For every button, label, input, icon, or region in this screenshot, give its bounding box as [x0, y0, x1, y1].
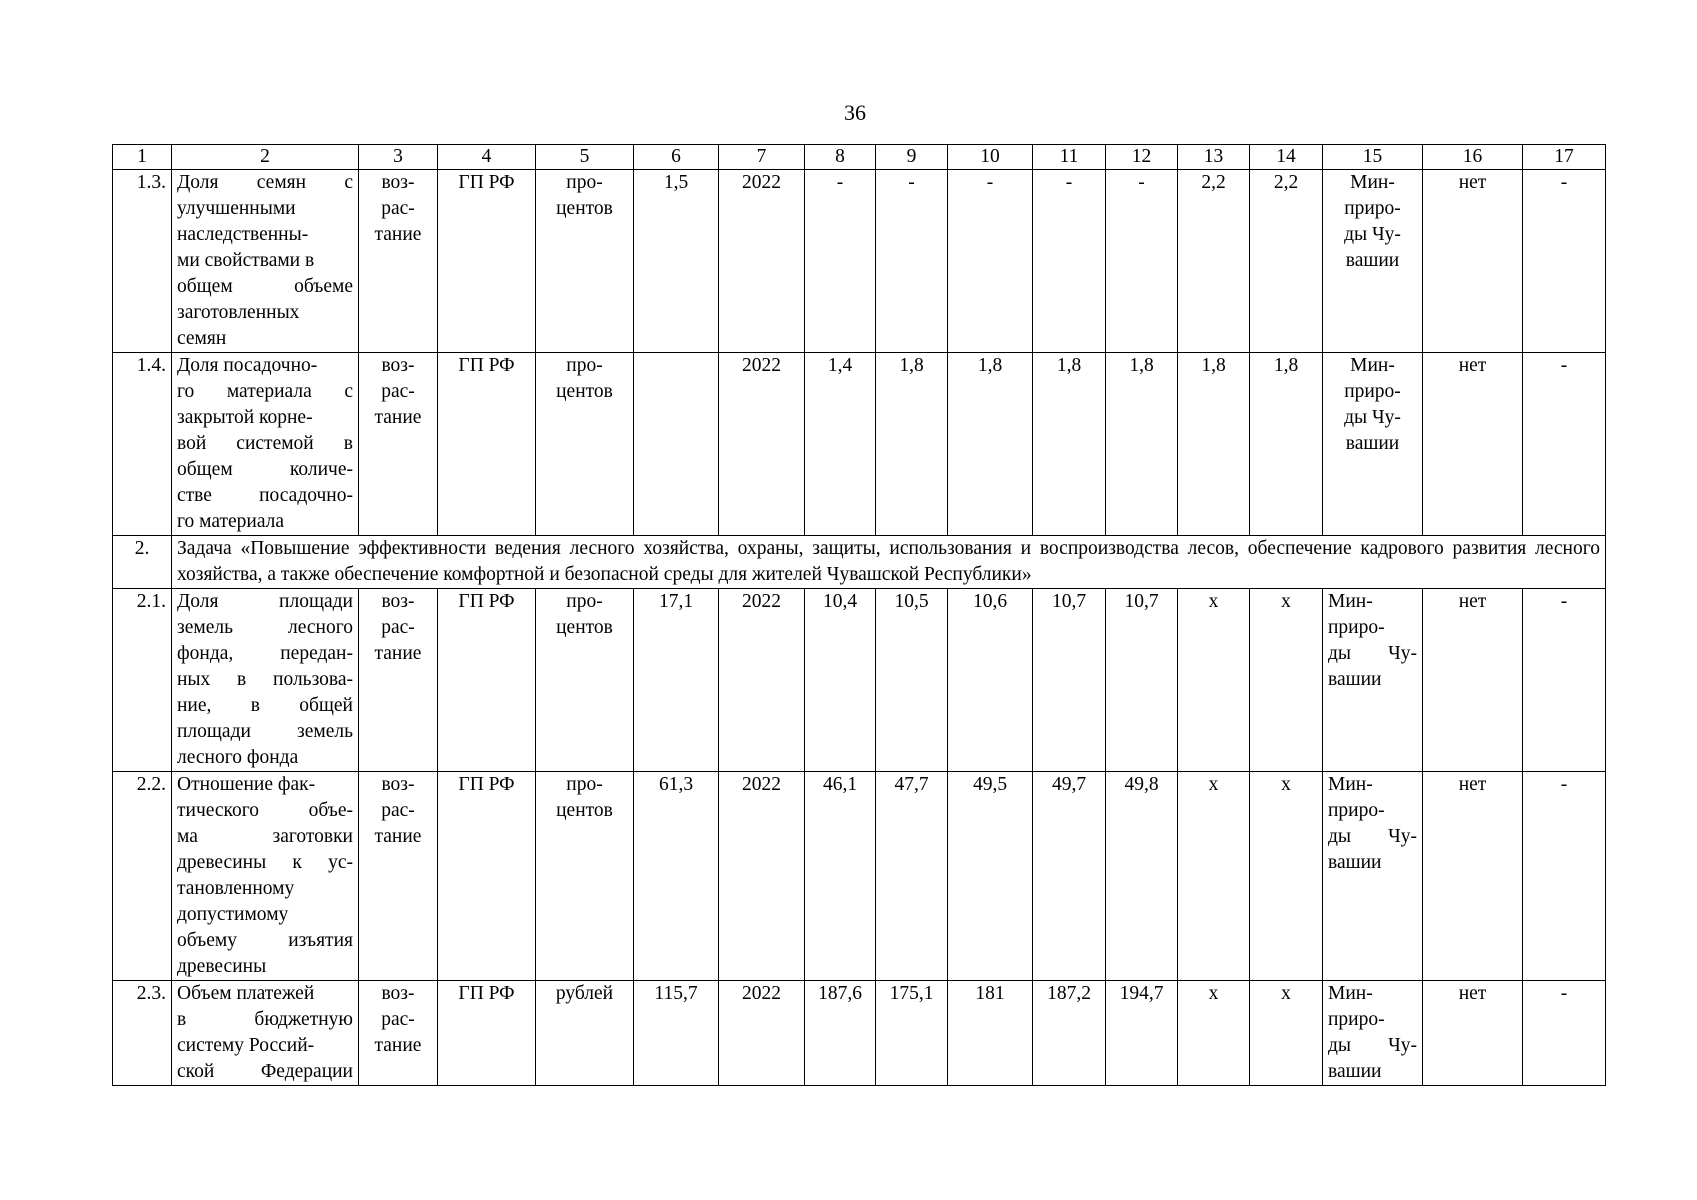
- header-cell: 15: [1323, 145, 1423, 170]
- text-line: го материала: [177, 511, 285, 532]
- table-row: [113, 589, 1606, 772]
- text-line: лесного фонда: [177, 747, 299, 768]
- value-cell: 47,7: [876, 772, 948, 981]
- note-cell: -: [1523, 772, 1606, 981]
- header-cell: 10: [948, 145, 1033, 170]
- indicator-name: [172, 981, 359, 1086]
- text-line: общем количе-: [177, 459, 353, 480]
- base-year-cell: 2022: [719, 981, 805, 1086]
- flag-cell: нет: [1423, 353, 1523, 536]
- flag-cell: нет: [1423, 981, 1523, 1086]
- unit-cell: [536, 170, 634, 353]
- text-line: земель лесного: [177, 617, 353, 638]
- base-value-cell: [634, 353, 719, 536]
- text-line: фонда, передан-: [177, 643, 353, 664]
- text-line: ды Чу-: [1344, 224, 1401, 245]
- text-line: семян: [177, 328, 227, 349]
- value-cell: 1,8: [1033, 353, 1106, 536]
- value-cell: 1,8: [876, 353, 948, 536]
- text-line: допустимому: [177, 904, 289, 925]
- text-line: ма заготовки: [177, 826, 353, 847]
- page-number: 36: [844, 100, 866, 125]
- text-line: заготовленных: [177, 302, 300, 323]
- text-line: общем объеме: [177, 276, 353, 297]
- value-cell: -: [1106, 170, 1178, 353]
- value-cell: 1,4: [805, 353, 876, 536]
- text-line: го материала с: [177, 381, 353, 402]
- header-cell: 9: [876, 145, 948, 170]
- trend-cell: [359, 981, 438, 1086]
- header-cell: 11: [1033, 145, 1106, 170]
- responsible-cell: [1323, 772, 1423, 981]
- header-cell: 16: [1423, 145, 1523, 170]
- value-cell: 1,8: [1250, 353, 1323, 536]
- text-line: закрытой корне-: [177, 407, 313, 428]
- base-value-cell: 17,1: [634, 589, 719, 772]
- value-cell: 10,7: [1106, 589, 1178, 772]
- note-cell: -: [1523, 170, 1606, 353]
- text-line: ды Чу-: [1328, 826, 1417, 847]
- text-line: воз-: [381, 355, 415, 376]
- unit-cell: [536, 981, 634, 1086]
- text-line: улучшенными: [177, 198, 296, 219]
- table-row: [113, 981, 1606, 1086]
- source-cell: ГП РФ: [438, 170, 536, 353]
- text-line: Отношение фак-: [177, 774, 316, 795]
- value-cell: 1,8: [1106, 353, 1178, 536]
- text-line: Мин-: [1328, 983, 1373, 1004]
- text-line: ние, в общей: [177, 695, 353, 716]
- base-value-cell: 61,3: [634, 772, 719, 981]
- row-number: 1.3.: [113, 170, 172, 353]
- table-row: [113, 772, 1606, 981]
- value-cell: 187,2: [1033, 981, 1106, 1086]
- text-line: Объем платежей: [177, 983, 315, 1004]
- row-number: 2.1.: [113, 589, 172, 772]
- value-cell: 194,7: [1106, 981, 1178, 1086]
- text-line: рас-: [381, 800, 415, 821]
- text-line: Мин-: [1328, 591, 1373, 612]
- value-cell: 1,8: [1178, 353, 1250, 536]
- value-cell: 175,1: [876, 981, 948, 1086]
- text-line: воз-: [381, 774, 415, 795]
- text-line: тановленному: [177, 878, 295, 899]
- table-row: [113, 170, 1606, 353]
- value-cell: х: [1178, 772, 1250, 981]
- text-line: древесины к ус-: [177, 852, 353, 873]
- text-line: рас-: [381, 198, 415, 219]
- text-line: Мин-: [1350, 355, 1395, 376]
- text-line: систему Россий-: [177, 1035, 315, 1056]
- text-line: приро-: [1344, 198, 1401, 219]
- header-row: [113, 145, 1606, 170]
- text-line: ных в пользова-: [177, 669, 353, 690]
- flag-cell: нет: [1423, 589, 1523, 772]
- text-line: древесины: [177, 956, 267, 977]
- base-value-cell: 115,7: [634, 981, 719, 1086]
- indicators-table: [112, 144, 1606, 1086]
- text-line: тание: [374, 1035, 422, 1056]
- base-value-cell: 1,5: [634, 170, 719, 353]
- text-line: ды Чу-: [1328, 643, 1417, 664]
- text-line: приро-: [1344, 381, 1401, 402]
- indicator-name: [172, 772, 359, 981]
- text-line: площади земель: [177, 721, 353, 742]
- value-cell: 2,2: [1250, 170, 1323, 353]
- value-cell: -: [948, 170, 1033, 353]
- row-number: 1.4.: [113, 353, 172, 536]
- trend-cell: [359, 772, 438, 981]
- text-line: вой системой в: [177, 433, 353, 454]
- base-year-cell: 2022: [719, 589, 805, 772]
- text-line: наследственны-: [177, 224, 309, 245]
- text-line: стве посадочно-: [177, 485, 353, 506]
- row-number: 2.3.: [113, 981, 172, 1086]
- source-cell: ГП РФ: [438, 772, 536, 981]
- text-line: рас-: [381, 617, 415, 638]
- responsible-cell: [1323, 589, 1423, 772]
- base-year-cell: 2022: [719, 772, 805, 981]
- header-cell: 5: [536, 145, 634, 170]
- header-cell: 13: [1178, 145, 1250, 170]
- text-line: Доля посадочно-: [177, 355, 318, 376]
- value-cell: 49,7: [1033, 772, 1106, 981]
- indicator-name: [172, 589, 359, 772]
- text-line: приро-: [1328, 800, 1385, 821]
- value-cell: х: [1250, 772, 1323, 981]
- value-cell: -: [805, 170, 876, 353]
- text-line: вашии: [1345, 250, 1400, 271]
- unit-cell: [536, 772, 634, 981]
- text-line: центов: [556, 381, 613, 402]
- text-line: воз-: [381, 172, 415, 193]
- value-cell: 10,6: [948, 589, 1033, 772]
- header-cell: 7: [719, 145, 805, 170]
- value-cell: х: [1250, 981, 1323, 1086]
- text-line: ми свойствами в: [177, 250, 315, 271]
- value-cell: -: [1033, 170, 1106, 353]
- header-cell: 1: [113, 145, 172, 170]
- trend-cell: [359, 589, 438, 772]
- flag-cell: нет: [1423, 772, 1523, 981]
- trend-cell: [359, 170, 438, 353]
- note-cell: -: [1523, 981, 1606, 1086]
- text-line: в бюджетную: [177, 1009, 353, 1030]
- text-line: вашии: [1328, 852, 1382, 873]
- text-line: рас-: [381, 1009, 415, 1030]
- task-row: [113, 536, 1606, 589]
- text-line: объему изъятия: [177, 930, 353, 951]
- task-text: Задача «Повышение эффективности ведения лесного хозяйства, охраны, защиты, использования и воспроизводства лесов, обеспечение кадрового развития лесного хозяйства, а также обеспечение комфортной и безопасной среды для жителей Чувашской Республики»: [172, 536, 1606, 589]
- base-year-cell: 2022: [719, 353, 805, 536]
- text-line: центов: [556, 198, 613, 219]
- value-cell: 49,8: [1106, 772, 1178, 981]
- text-line: Мин-: [1328, 774, 1373, 795]
- task-number: 2.: [113, 536, 172, 589]
- text-line: Доля семян с: [177, 172, 353, 193]
- text-line: тание: [374, 643, 422, 664]
- value-cell: 187,6: [805, 981, 876, 1086]
- value-cell: 10,4: [805, 589, 876, 772]
- header-cell: 17: [1523, 145, 1606, 170]
- row-number: 2.2.: [113, 772, 172, 981]
- value-cell: -: [876, 170, 948, 353]
- source-cell: ГП РФ: [438, 981, 536, 1086]
- value-cell: х: [1250, 589, 1323, 772]
- table-row: [113, 353, 1606, 536]
- value-cell: 49,5: [948, 772, 1033, 981]
- header-cell: 8: [805, 145, 876, 170]
- text-line: Мин-: [1350, 172, 1395, 193]
- text-line: вашии: [1328, 669, 1382, 690]
- header-cell: 12: [1106, 145, 1178, 170]
- text-line: Доля площади: [177, 591, 353, 612]
- header-cell: 4: [438, 145, 536, 170]
- unit-cell: [536, 353, 634, 536]
- text-line: тание: [374, 407, 422, 428]
- text-line: тание: [374, 826, 422, 847]
- text-line: про-: [566, 355, 603, 376]
- text-line: приро-: [1328, 1009, 1385, 1030]
- note-cell: -: [1523, 353, 1606, 536]
- responsible-cell: [1323, 981, 1423, 1086]
- value-cell: х: [1178, 589, 1250, 772]
- text-line: воз-: [381, 983, 415, 1004]
- text-line: про-: [566, 172, 603, 193]
- header-cell: 14: [1250, 145, 1323, 170]
- responsible-cell: [1323, 353, 1423, 536]
- value-cell: х: [1178, 981, 1250, 1086]
- value-cell: 181: [948, 981, 1033, 1086]
- value-cell: 10,7: [1033, 589, 1106, 772]
- value-cell: 1,8: [948, 353, 1033, 536]
- text-line: воз-: [381, 591, 415, 612]
- text-line: приро-: [1328, 617, 1385, 638]
- base-year-cell: 2022: [719, 170, 805, 353]
- source-cell: ГП РФ: [438, 353, 536, 536]
- text-line: центов: [556, 617, 613, 638]
- text-line: рублей: [555, 983, 614, 1004]
- text-line: ской Федерации: [177, 1061, 353, 1082]
- unit-cell: [536, 589, 634, 772]
- header-cell: 2: [172, 145, 359, 170]
- responsible-cell: [1323, 170, 1423, 353]
- note-cell: -: [1523, 589, 1606, 772]
- flag-cell: нет: [1423, 170, 1523, 353]
- indicator-name: [172, 170, 359, 353]
- header-cell: 3: [359, 145, 438, 170]
- header-cell: 6: [634, 145, 719, 170]
- text-line: вашии: [1345, 433, 1400, 454]
- source-cell: ГП РФ: [438, 589, 536, 772]
- text-line: рас-: [381, 381, 415, 402]
- trend-cell: [359, 353, 438, 536]
- text-line: тического объе-: [177, 800, 353, 821]
- text-line: про-: [566, 774, 603, 795]
- text-line: ды Чу-: [1328, 1035, 1417, 1056]
- text-line: про-: [566, 591, 603, 612]
- value-cell: 46,1: [805, 772, 876, 981]
- value-cell: 2,2: [1178, 170, 1250, 353]
- text-line: тание: [374, 224, 422, 245]
- text-line: центов: [556, 800, 613, 821]
- value-cell: 10,5: [876, 589, 948, 772]
- indicator-name: [172, 353, 359, 536]
- text-line: ды Чу-: [1344, 407, 1401, 428]
- text-line: вашии: [1328, 1061, 1382, 1082]
